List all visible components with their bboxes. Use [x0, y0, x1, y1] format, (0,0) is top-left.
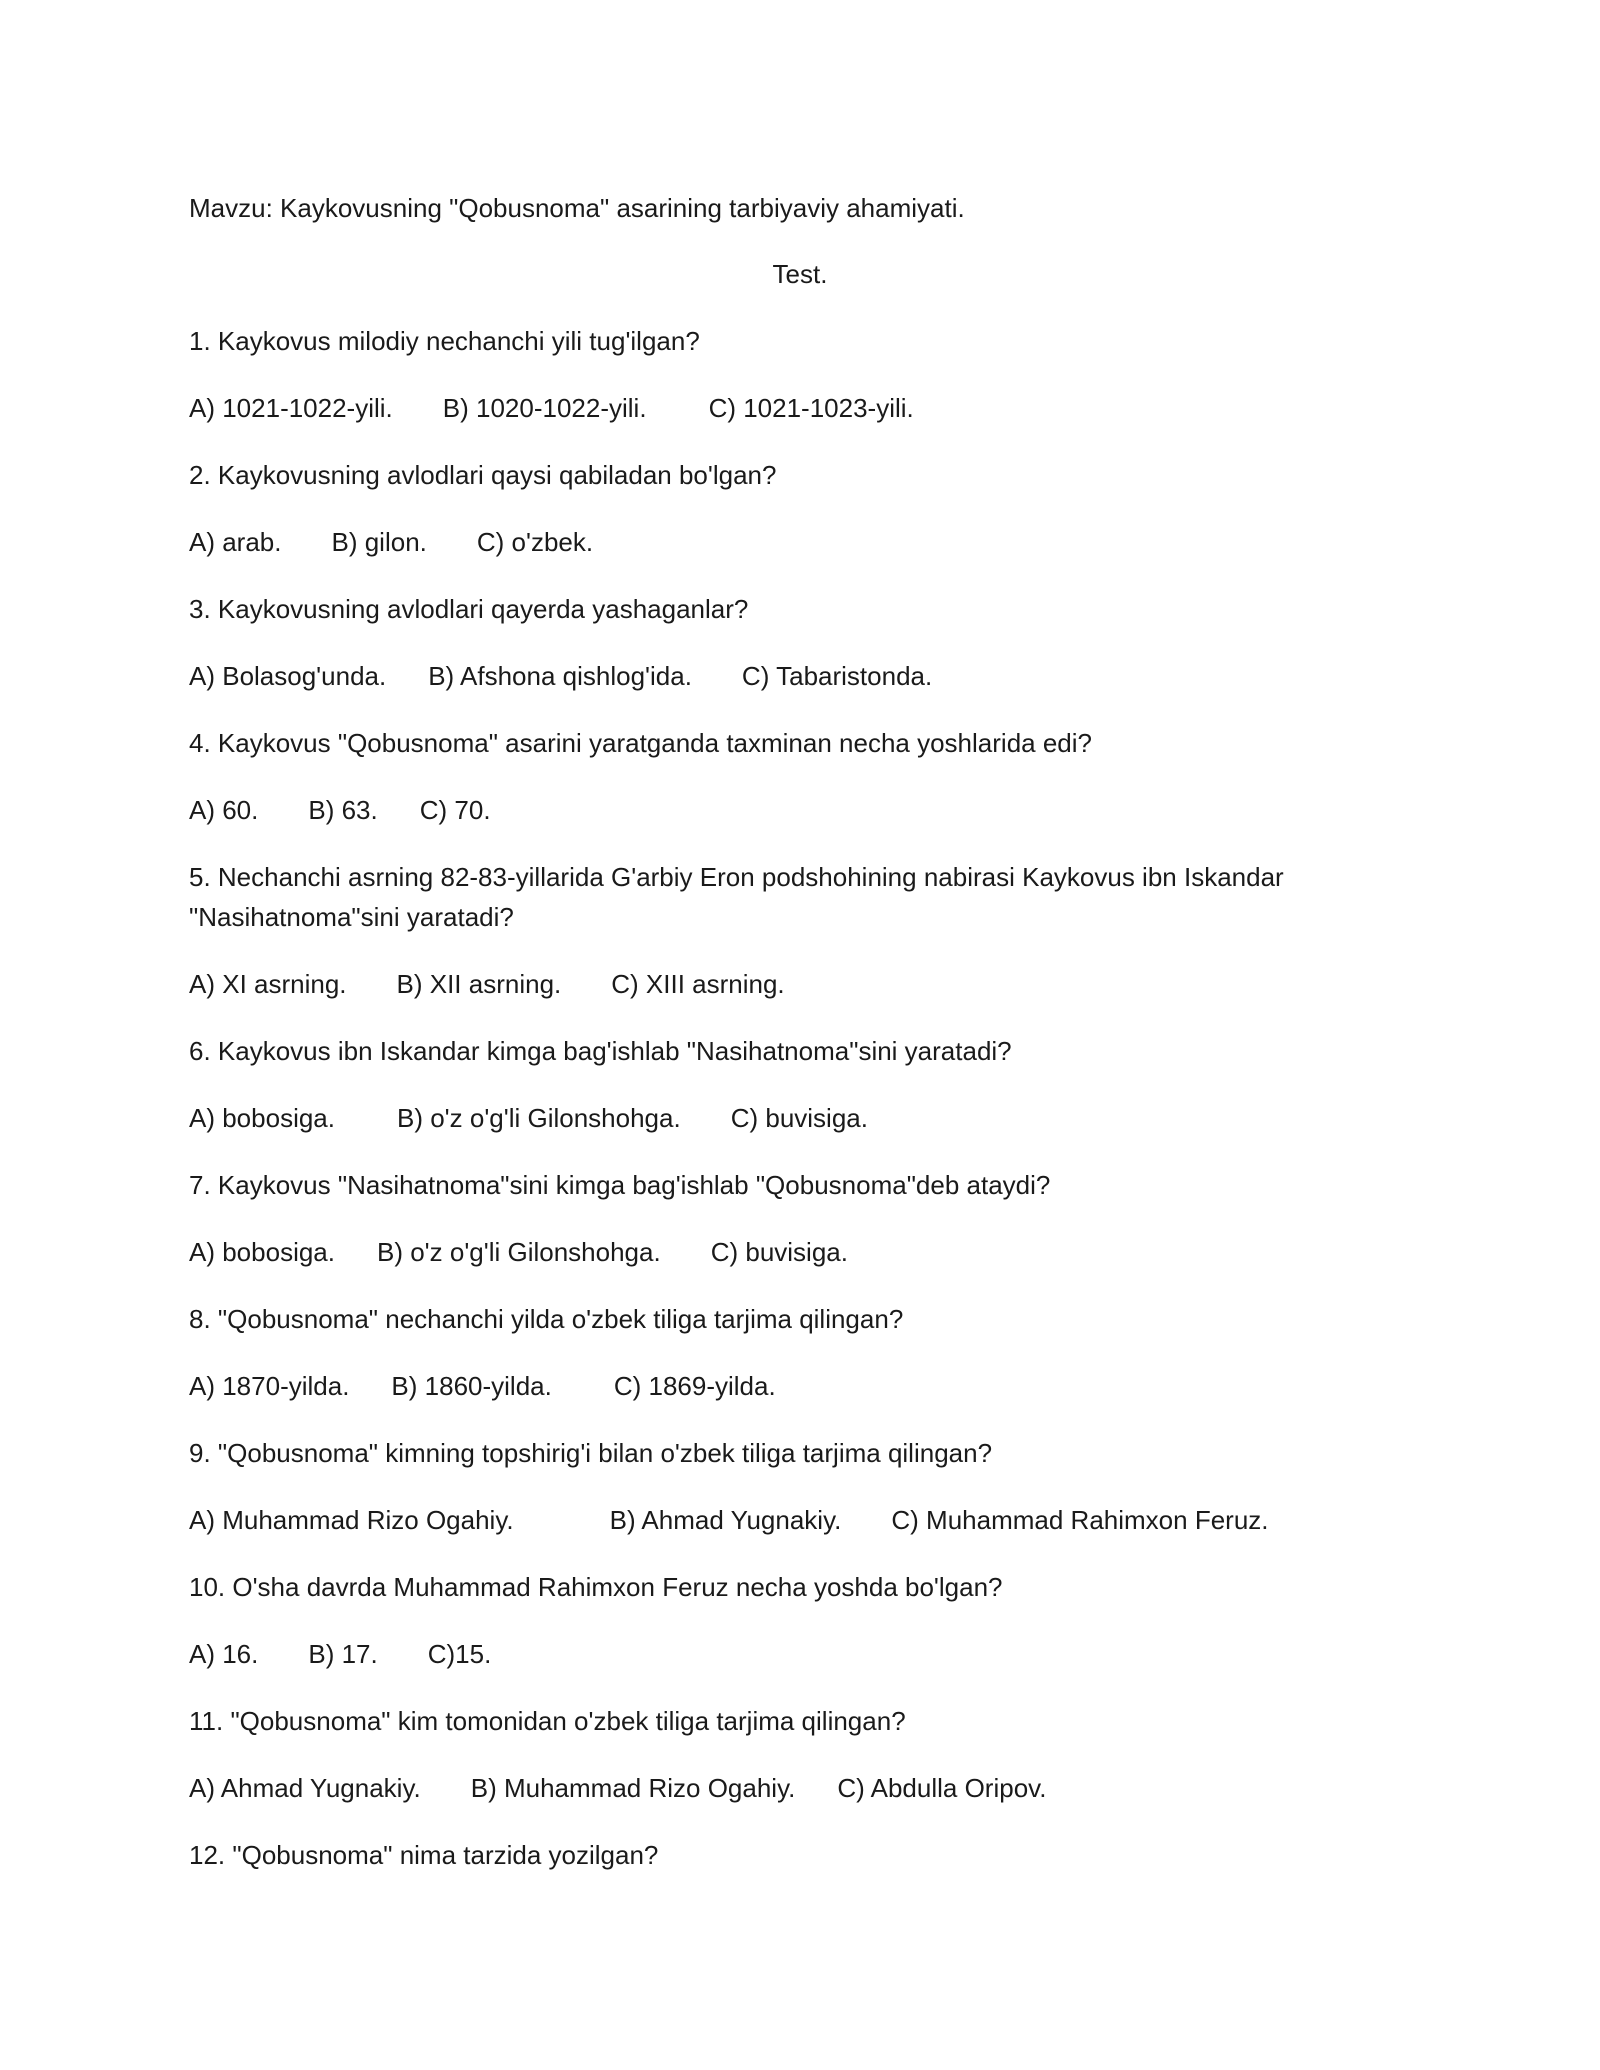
option-b: B) XII asrning. [396, 969, 562, 999]
answers-10 [189, 1634, 1349, 1674]
question-5: 5. Nechanchi asrning 82-83-yillarida G'arbiy Eron podshohining nabirasi Kaykovus ibn Iskandar "Nasihatnoma"sini yaratadi? [189, 862, 1284, 932]
option-c: C) buvisiga. [730, 1103, 868, 1133]
option-a: A) 16. [189, 1639, 259, 1669]
option-a: A) Muhammad Rizo Ogahiy. [189, 1505, 514, 1535]
option-a: A) arab. [189, 527, 282, 557]
answers-1 [189, 388, 1349, 428]
answers-11 [189, 1768, 1349, 1808]
question-7: 7. Kaykovus "Nasihatnoma"sini kimga bag'ishlab "Qobusnoma"deb ataydi? [189, 1170, 1051, 1200]
question-2: 2. Kaykovusning avlodlari qaysi qabiladan bo'lgan? [189, 460, 777, 490]
question-4: 4. Kaykovus "Qobusnoma" asarini yaratganda taxminan necha yoshlarida edi? [189, 728, 1092, 758]
option-c: C) 70. [419, 795, 491, 825]
option-a: A) 60. [189, 795, 259, 825]
option-b: B) o'z o'g'li Gilonshohga. [376, 1237, 661, 1267]
answers-8 [189, 1366, 1349, 1406]
option-a: A) bobosiga. [189, 1237, 335, 1267]
question-9: 9. "Qobusnoma" kimning topshirig'i bilan o'zbek tiliga tarjima qilingan? [189, 1438, 993, 1468]
question-1: 1. Kaykovus milodiy nechanchi yili tug'ilgan? [189, 326, 700, 356]
option-a: A) Bolasog'unda. [189, 661, 387, 691]
test-heading [0, 254, 1411, 294]
option-b: B) Muhammad Rizo Ogahiy. [470, 1773, 796, 1803]
option-a: A) Ahmad Yugnakiy. [189, 1773, 421, 1803]
answers-3 [189, 656, 1349, 696]
option-c: C) Muhammad Rahimxon Feruz. [891, 1505, 1269, 1535]
answers-2 [189, 522, 1349, 562]
test-heading-text: Test. [772, 259, 828, 289]
option-b: B) Ahmad Yugnakiy. [609, 1505, 842, 1535]
question-11: 11. "Qobusnoma" kim tomonidan o'zbek tiliga tarjima qilingan? [189, 1706, 906, 1736]
option-b: B) gilon. [331, 527, 427, 557]
answers-9 [189, 1500, 1349, 1540]
option-c: C) Abdulla Oripov. [837, 1773, 1047, 1803]
option-c: C) Tabaristonda. [741, 661, 933, 691]
option-a: A) bobosiga. [189, 1103, 335, 1133]
question-10: 10. O'sha davrda Muhammad Rahimxon Feruz necha yoshda bo'lgan? [189, 1572, 1003, 1602]
option-b: B) 1020-1022-yili. [442, 393, 647, 423]
option-b: B) 17. [308, 1639, 378, 1669]
option-c: C) XIII asrning. [611, 969, 785, 999]
answers-6 [189, 1098, 1349, 1138]
option-c: C) 1869-yilda. [613, 1371, 776, 1401]
question-8: 8. "Qobusnoma" nechanchi yilda o'zbek tiliga tarjima qilingan? [189, 1304, 904, 1334]
option-b: B) 1860-yilda. [391, 1371, 552, 1401]
question-12: 12. "Qobusnoma" nima tarzida yozilgan? [189, 1840, 659, 1870]
option-c: C)15. [427, 1639, 492, 1669]
option-c: C) o'zbek. [476, 527, 594, 557]
option-b: B) 63. [308, 795, 378, 825]
question-6: 6. Kaykovus ibn Iskandar kimga bag'ishlab "Nasihatnoma"sini yaratadi? [189, 1036, 1012, 1066]
topic-line: Mavzu: Kaykovusning "Qobusnoma" asarining tarbiyaviy ahamiyati. [189, 193, 965, 223]
document-body [189, 188, 1349, 1902]
option-b: B) Afshona qishlog'ida. [428, 661, 692, 691]
question-3: 3. Kaykovusning avlodlari qayerda yashaganlar? [189, 594, 749, 624]
option-a: A) 1021-1022-yili. [189, 393, 393, 423]
answers-5 [189, 964, 1349, 1004]
option-a: A) 1870-yilda. [189, 1371, 350, 1401]
option-c: C) buvisiga. [710, 1237, 848, 1267]
answers-4 [189, 790, 1349, 830]
option-c: C) 1021-1023-yili. [708, 393, 914, 423]
answers-7 [189, 1232, 1349, 1272]
option-a: A) XI asrning. [189, 969, 347, 999]
option-b: B) o'z o'g'li Gilonshohga. [396, 1103, 681, 1133]
